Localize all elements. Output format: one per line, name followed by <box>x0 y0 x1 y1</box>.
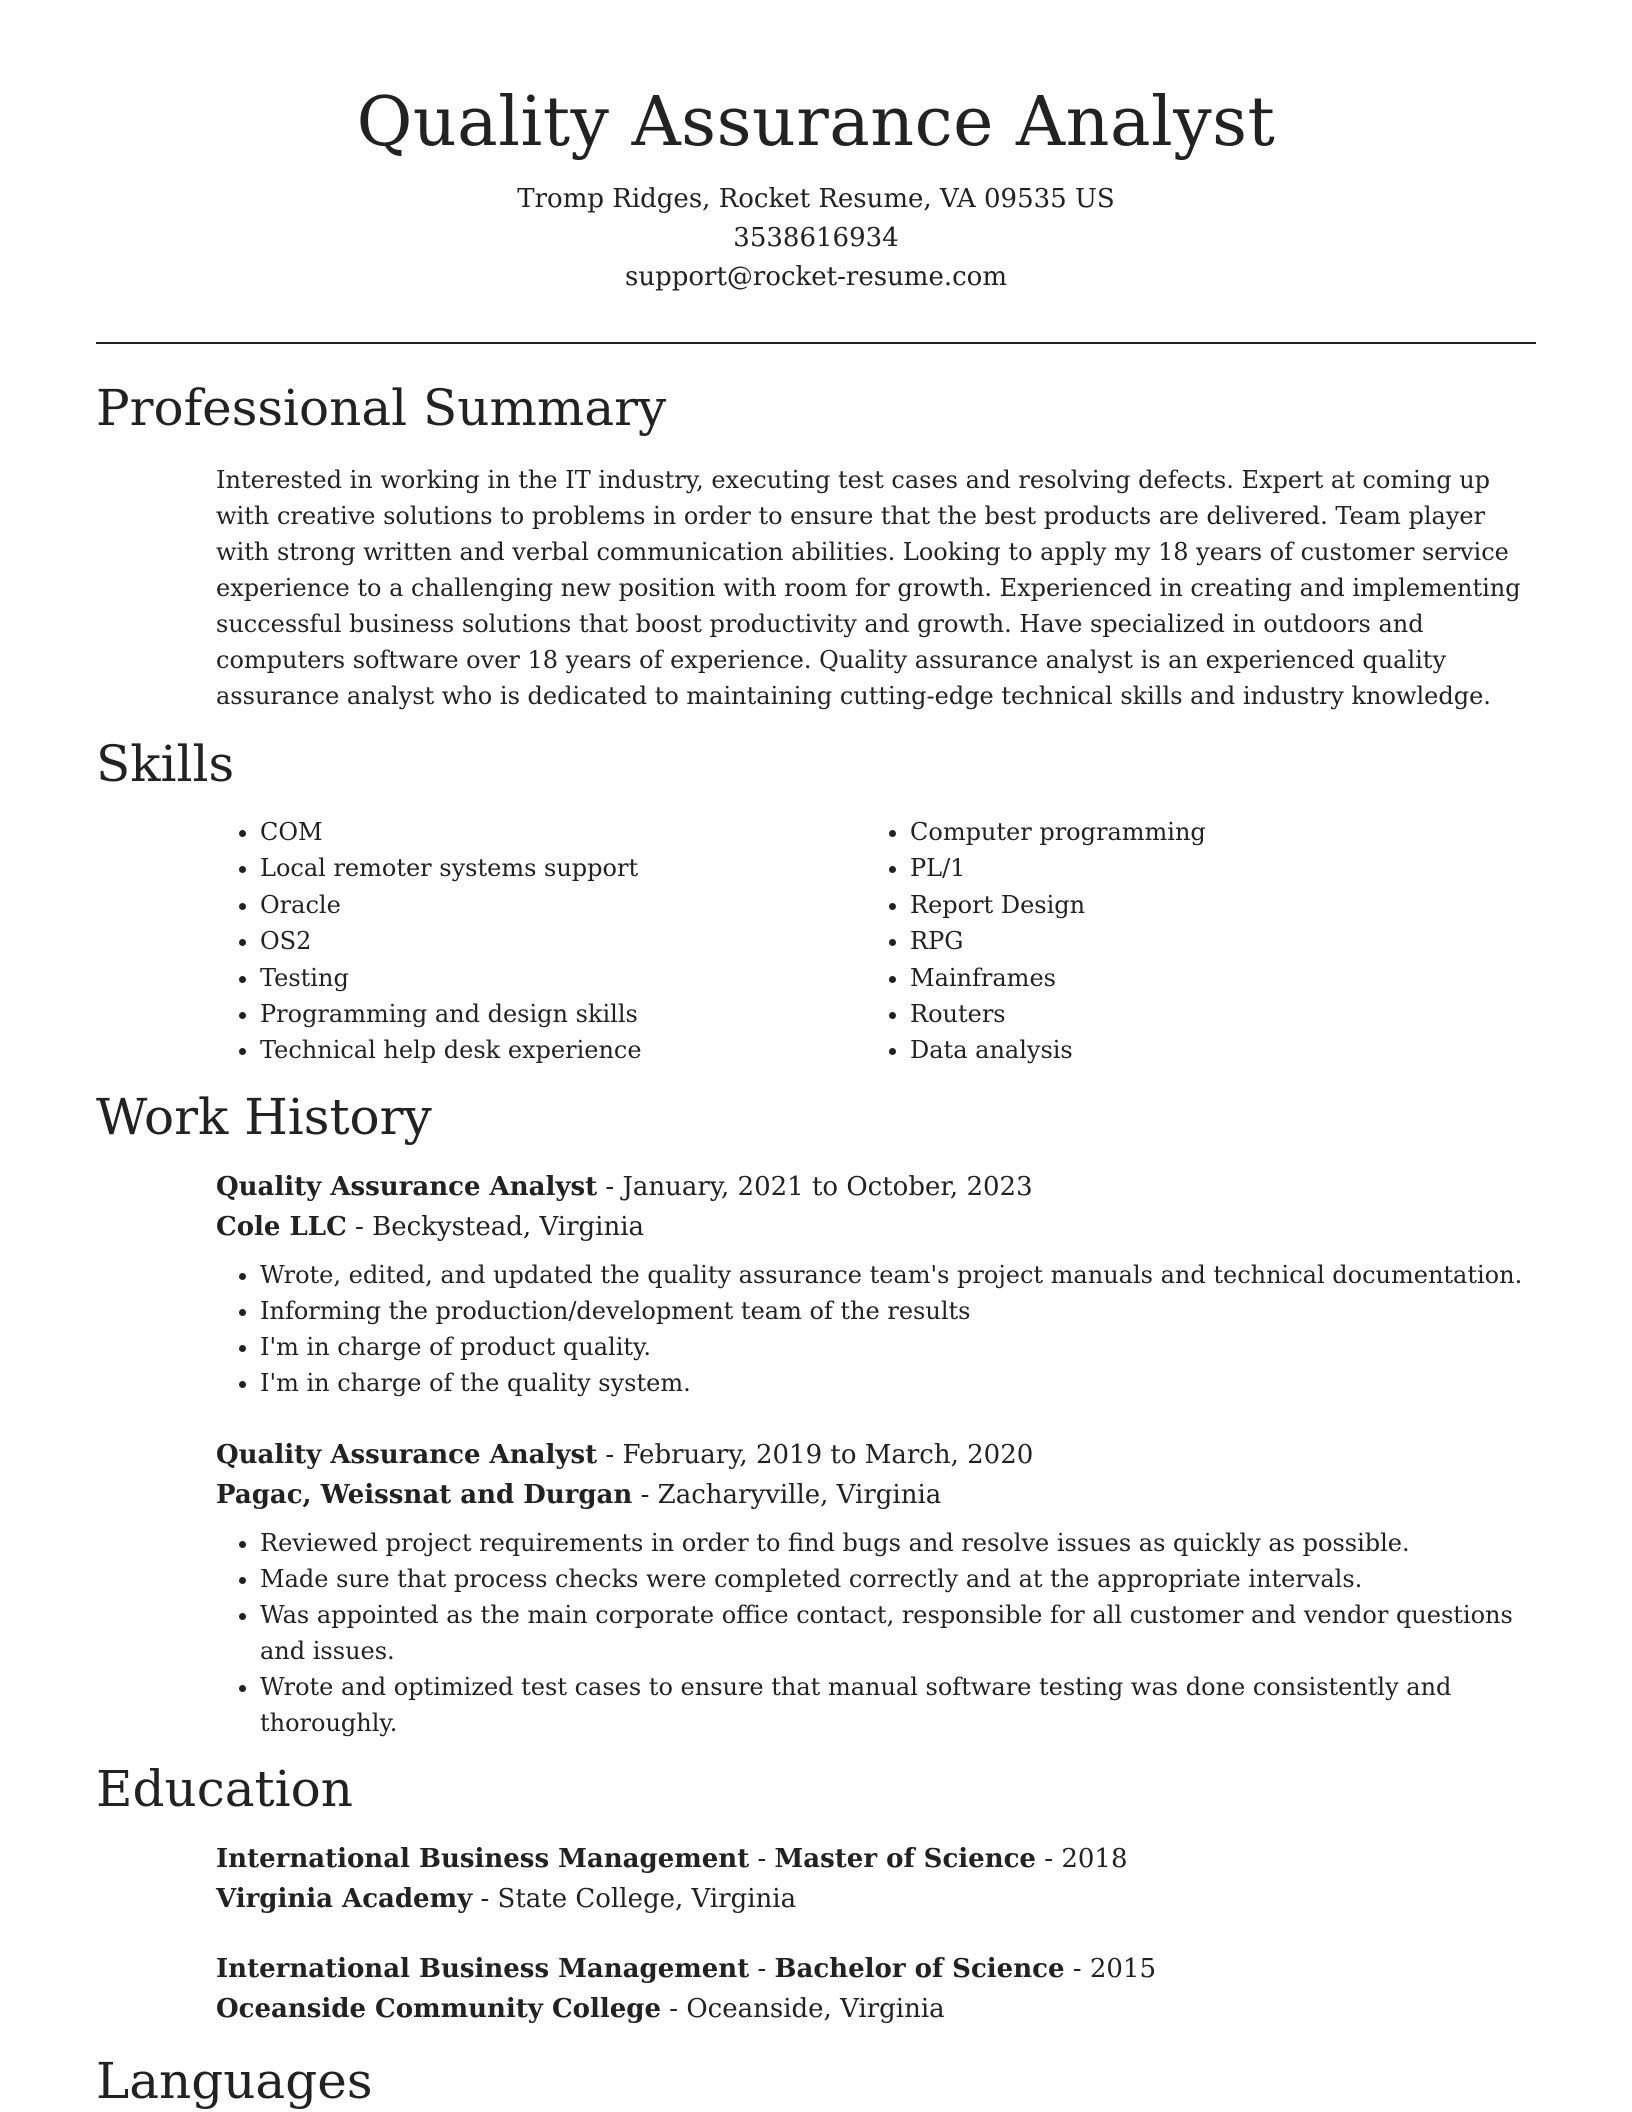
contact-email: support@rocket-resume.com <box>624 261 1007 292</box>
summary-heading: Professional Summary <box>96 379 667 437</box>
job-bullet: • Wrote, edited, and updated the quality assurance team's project manuals and technical documentation. <box>260 1257 1536 1293</box>
education-entry <box>216 1949 1536 2029</box>
skill-item: • Oracle <box>260 887 866 923</box>
contact-block <box>0 180 1632 297</box>
resume-body <box>96 378 1536 2111</box>
job-separator: - <box>597 1171 623 1202</box>
job-company: Pagac, Weissnat and Durgan <box>216 1479 633 1510</box>
resume-name: Quality Assurance Analyst <box>356 83 1276 162</box>
header-divider <box>96 342 1536 344</box>
education-degree-line <box>216 1839 1536 1879</box>
languages-section <box>96 2051 1536 2111</box>
job-role: Quality Assurance Analyst <box>216 1171 598 1202</box>
education-entry <box>216 1839 1536 1919</box>
job-bullet: • Reviewed project requirements in order to find bugs and resolve issues as quickly as possible. <box>260 1525 1536 1561</box>
education-school-line <box>216 1989 1536 2029</box>
job-bullets <box>216 1257 1536 1401</box>
skill-item: • Mainframes <box>910 960 1516 996</box>
skill-item: • Computer programming <box>910 814 1516 850</box>
job-title-line <box>216 1167 1536 1207</box>
education-degree: Master of Science <box>774 1843 1036 1874</box>
job-bullet: • Informing the production/development team of the results <box>260 1293 1536 1329</box>
work-history-heading: Work History <box>96 1087 432 1146</box>
skill-item: • RPG <box>910 923 1516 959</box>
education-location: State College, Virginia <box>497 1883 797 1914</box>
job-separator: - <box>632 1479 658 1510</box>
education-degree-line <box>216 1949 1536 1989</box>
skills-heading: Skills <box>96 735 235 793</box>
education-heading: Education <box>96 1759 353 1818</box>
education-separator: - <box>661 1993 687 2024</box>
education-separator: - <box>749 1843 775 1874</box>
job-separator: - <box>346 1211 373 1242</box>
education-separator: - <box>749 1953 775 1984</box>
skill-item: • Data analysis <box>910 1032 1516 1068</box>
education-school-line <box>216 1879 1536 1919</box>
skills-section <box>96 734 1536 1069</box>
resume-header <box>0 0 1632 297</box>
job-location: Beckystead, Virginia <box>372 1211 645 1242</box>
job-title-line <box>216 1435 1536 1475</box>
job-company-line <box>216 1207 1536 1247</box>
skill-item: • Routers <box>910 996 1516 1032</box>
job-bullet: • I'm in charge of product quality. <box>260 1329 1536 1365</box>
job-separator: - <box>597 1439 623 1470</box>
job-location: Zacharyville, Virginia <box>657 1479 942 1510</box>
job-role: Quality Assurance Analyst <box>216 1439 598 1470</box>
job-bullets <box>216 1525 1536 1741</box>
education-school: Oceanside Community College <box>216 1993 662 2024</box>
languages-heading: Languages <box>96 2051 373 2110</box>
education-school: Virginia Academy <box>216 1883 473 1914</box>
job-bullet: • Made sure that process checks were completed correctly and at the appropriate intervals. <box>260 1561 1536 1597</box>
summary-text: Interested in working in the IT industry, executing test cases and resolving defects. Expert at coming up with creative solutions to problems in order to ensure that the best products are delivered. Team player with strong written and verbal communication abilities. Looking to apply my 18 years of customer service experience to a challenging new position with room for growth. Experienced in creating and implementing successful business solutions that boost productivity and growth. Have specialized in outdoors and computers software over 18 years of experience. Quality assurance analyst is an experienced quality assurance analyst who is dedicated to maintaining cutting-edge technical skills and industry knowledge. <box>216 466 1521 710</box>
summary-section <box>96 378 1536 714</box>
education-separator: - <box>1064 1953 1090 1984</box>
job-dates: February, 2019 to March, 2020 <box>622 1439 1034 1470</box>
job-bullet: • Was appointed as the main corporate office contact, responsible for all customer and vendor questions and issues. <box>260 1597 1536 1669</box>
work-history-section <box>96 1087 1536 1741</box>
education-field: International Business Management <box>216 1953 750 1984</box>
education-location: Oceanside, Virginia <box>686 1993 945 2024</box>
education-separator: - <box>1035 1843 1062 1874</box>
skill-item: • COM <box>260 814 866 850</box>
contact-address: Tromp Ridges, Rocket Resume, VA 09535 US <box>517 183 1115 214</box>
skill-item: • OS2 <box>260 923 866 959</box>
job-company: Cole LLC <box>216 1211 347 1242</box>
skill-item: • Testing <box>260 960 866 996</box>
job-dates: January, 2021 to October, 2023 <box>622 1171 1033 1202</box>
job-bullet: • Wrote and optimized test cases to ensure that manual software testing was done consistently and thoroughly. <box>260 1669 1536 1741</box>
education-separator: - <box>472 1883 498 1914</box>
education-field: International Business Management <box>216 1843 750 1874</box>
job-company-line <box>216 1475 1536 1515</box>
education-year: 2015 <box>1089 1953 1156 1984</box>
skill-item: • Local remoter systems support <box>260 850 866 886</box>
education-section <box>96 1759 1536 2029</box>
skill-item: • Programming and design skills <box>260 996 866 1032</box>
job-entry <box>216 1167 1536 1401</box>
skill-item: • Technical help desk experience <box>260 1032 866 1068</box>
job-entry <box>216 1435 1536 1741</box>
skills-columns <box>216 814 1536 1069</box>
education-degree: Bachelor of Science <box>774 1953 1065 1984</box>
skills-list-right <box>866 814 1516 1069</box>
job-bullet: • I'm in charge of the quality system. <box>260 1365 1536 1401</box>
skill-item: • Report Design <box>910 887 1516 923</box>
contact-phone: 3538616934 <box>733 222 899 253</box>
education-year: 2018 <box>1061 1843 1128 1874</box>
skills-list-left <box>216 814 866 1069</box>
skill-item: • PL/1 <box>910 850 1516 886</box>
